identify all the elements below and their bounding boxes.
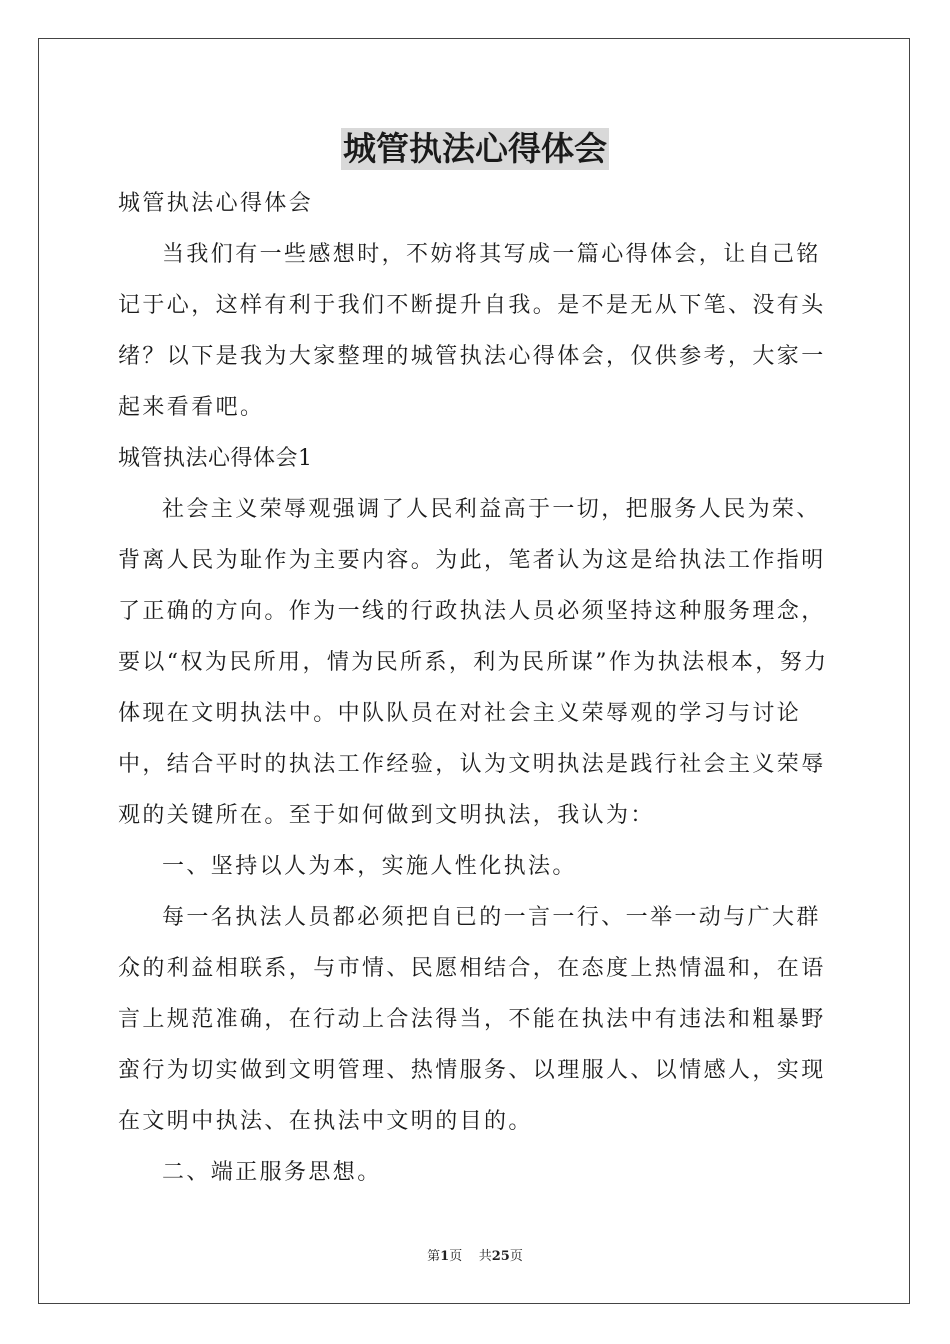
document-subtitle: 城管执法心得体会: [118, 191, 314, 216]
page-number: 1: [440, 1249, 450, 1264]
page-footer: [0, 1245, 950, 1264]
document-title: 城管执法心得体会: [343, 129, 607, 168]
total-prefix: 共: [478, 1249, 492, 1264]
body-paragraph: 每一名执法人员都必须把自已的一言一行、一举一动与广大群众的利益相联系，与市情、民愿相结合，在态度上热情温和，在语言上规范准确，在行动上合法得当，不能在执法中有违法和粗暴野蛮行为切实做到文明管理、热情服务、以理服人、以情感人，实现在文明中执法、在执法中文明的目的。: [118, 905, 826, 1134]
total-suffix: 页: [509, 1249, 523, 1264]
intro-paragraph: 当我们有一些感想时，不妨将其写成一篇心得体会，让自己铭记于心，这样有利于我们不断提升自我。是不是无从下笔、没有头绪？以下是我为大家整理的城管执法心得体会，仅供参考，大家一起来看看吧。: [118, 242, 826, 420]
document-body: [118, 178, 834, 1198]
page-prefix: 第: [427, 1249, 441, 1264]
total-pages: 25: [491, 1249, 510, 1264]
body-paragraph: 一、坚持以人为本，实施人性化执法。: [162, 854, 577, 879]
body-paragraph: 二、端正服务思想。: [162, 1160, 382, 1185]
body-paragraph: 社会主义荣辱观强调了人民利益高于一切，把服务人民为荣、背离人民为耻作为主要内容。为此，笔者认为这是给执法工作指明了正确的方向。作为一线的行政执法人员必须坚持这种服务理念，要以“权为民所用，情为民所系，利为民所谋”作为执法根本，努力体现在文明执法中。中队队员在对社会主义荣辱观的学习与讨论中，结合平时的执法工作经验，认为文明执法是践行社会主义荣辱观的关键所在。至于如何做到文明执法，我认为：: [118, 497, 829, 828]
title-container: [0, 128, 950, 170]
page-suffix: 页: [449, 1249, 463, 1264]
section-heading: 城管执法心得体会1: [118, 446, 313, 471]
